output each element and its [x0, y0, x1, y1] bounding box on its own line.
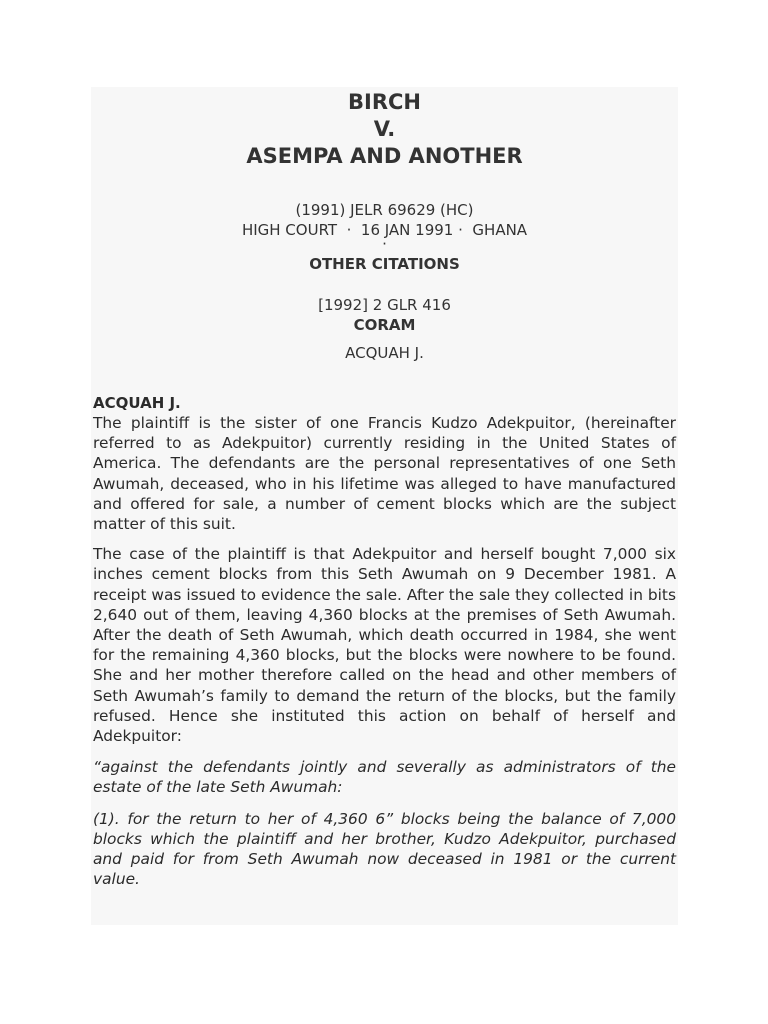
- case-title: [93, 89, 676, 170]
- document-page: [91, 87, 678, 925]
- judgment-paragraph: The plaintiff is the sister of one Francis Kudzo Adekpuitor, (hereinafter referred to as Adekpuitor) currently residing in the United States of America. The defendants are the personal representatives of one Seth Awumah, deceased, who in his lifetime was alleged to have manufactured and offered for sale, a number of cement blocks which are the subject matter of this suit.: [93, 414, 676, 534]
- coram-heading: CORAM: [353, 316, 416, 334]
- separator-dot: ·: [382, 235, 387, 253]
- judgment-judge-heading: ACQUAH J.: [93, 394, 181, 412]
- other-citation-value: [1992] 2 GLR 416: [318, 296, 451, 314]
- title-versus: V.: [373, 117, 396, 141]
- title-plaintiff: BIRCH: [348, 90, 421, 114]
- quoted-claim: “against the defendants jointly and severally as administrators of the estate of the late Seth Awumah:: [93, 758, 676, 797]
- court-date-country: HIGH COURT · 16 JAN 1991 · GHANA: [241, 221, 528, 239]
- other-citations-heading: OTHER CITATIONS: [309, 255, 460, 273]
- title-defendants: ASEMPA AND ANOTHER: [246, 144, 523, 168]
- case-citation: (1991) JELR 69629 (HC): [295, 201, 474, 219]
- judgment-paragraph: The case of the plaintiff is that Adekpuitor and herself bought 7,000 six inches cement blocks from this Seth Awumah on 9 December 1981. A receipt was issued to evidence the sale. After the sale they collected in bits 2,640 out of them, leaving 4,360 blocks at the premises of Seth Awumah. After the death of Seth Awumah, which death occurred in 1984, she went for the remaining 4,360 blocks, but the blocks were nowhere to be found. She and her mother therefore called on the head and other members of Seth Awumah’s family to demand the return of the blocks, but the family refused. Hence she instituted this action on behalf of herself and Adekpuitor:: [93, 545, 676, 746]
- quoted-relief: (1). for the return to her of 4,360 6” blocks being the balance of 7,000 blocks which the plaintiff and her brother, Kudzo Adekpuitor, purchased and paid for from Seth Awumah now deceased in 1981 or the current value.: [93, 809, 676, 889]
- coram-judge: ACQUAH J.: [345, 344, 424, 362]
